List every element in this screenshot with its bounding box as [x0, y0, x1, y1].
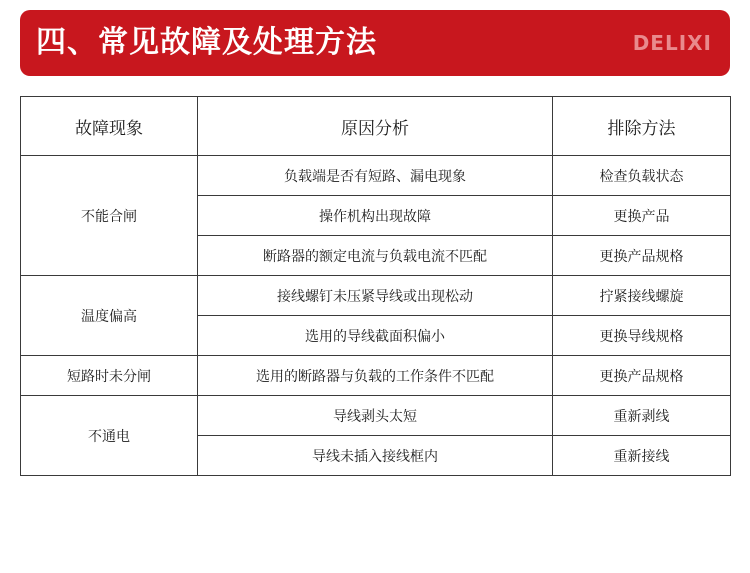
cause-cell: 选用的导线截面积偏小	[198, 316, 553, 356]
table-row	[21, 356, 731, 396]
symptom-cell: 温度偏高	[21, 276, 198, 356]
table-row	[21, 396, 731, 436]
fix-cell: 更换产品规格	[553, 356, 731, 396]
section-banner	[20, 10, 730, 76]
fix-cell: 重新接线	[553, 436, 731, 476]
cause-cell: 接线螺钉未压紧导线或出现松动	[198, 276, 553, 316]
brand-logo: DELIXI	[632, 31, 712, 55]
section-title: 四、常见故障及处理方法	[36, 25, 377, 60]
table-row	[21, 156, 731, 196]
symptom-cell: 不通电	[21, 396, 198, 476]
header-fix: 排除方法	[553, 97, 731, 156]
cause-cell: 操作机构出现故障	[198, 196, 553, 236]
symptom-cell: 不能合闸	[21, 156, 198, 276]
cause-cell: 选用的断路器与负载的工作条件不匹配	[198, 356, 553, 396]
cause-cell: 导线未插入接线框内	[198, 436, 553, 476]
fault-table	[20, 96, 731, 476]
cause-cell: 导线剥头太短	[198, 396, 553, 436]
fix-cell: 更换产品	[553, 196, 731, 236]
header-cause: 原因分析	[198, 97, 553, 156]
header-symptom: 故障现象	[21, 97, 198, 156]
fix-cell: 拧紧接线螺旋	[553, 276, 731, 316]
table-row	[21, 276, 731, 316]
table-header-row	[21, 97, 731, 156]
fix-cell: 更换导线规格	[553, 316, 731, 356]
fix-cell: 重新剥线	[553, 396, 731, 436]
fix-cell: 更换产品规格	[553, 236, 731, 276]
fix-cell: 检查负载状态	[553, 156, 731, 196]
cause-cell: 负载端是否有短路、漏电现象	[198, 156, 553, 196]
cause-cell: 断路器的额定电流与负载电流不匹配	[198, 236, 553, 276]
symptom-cell: 短路时未分闸	[21, 356, 198, 396]
